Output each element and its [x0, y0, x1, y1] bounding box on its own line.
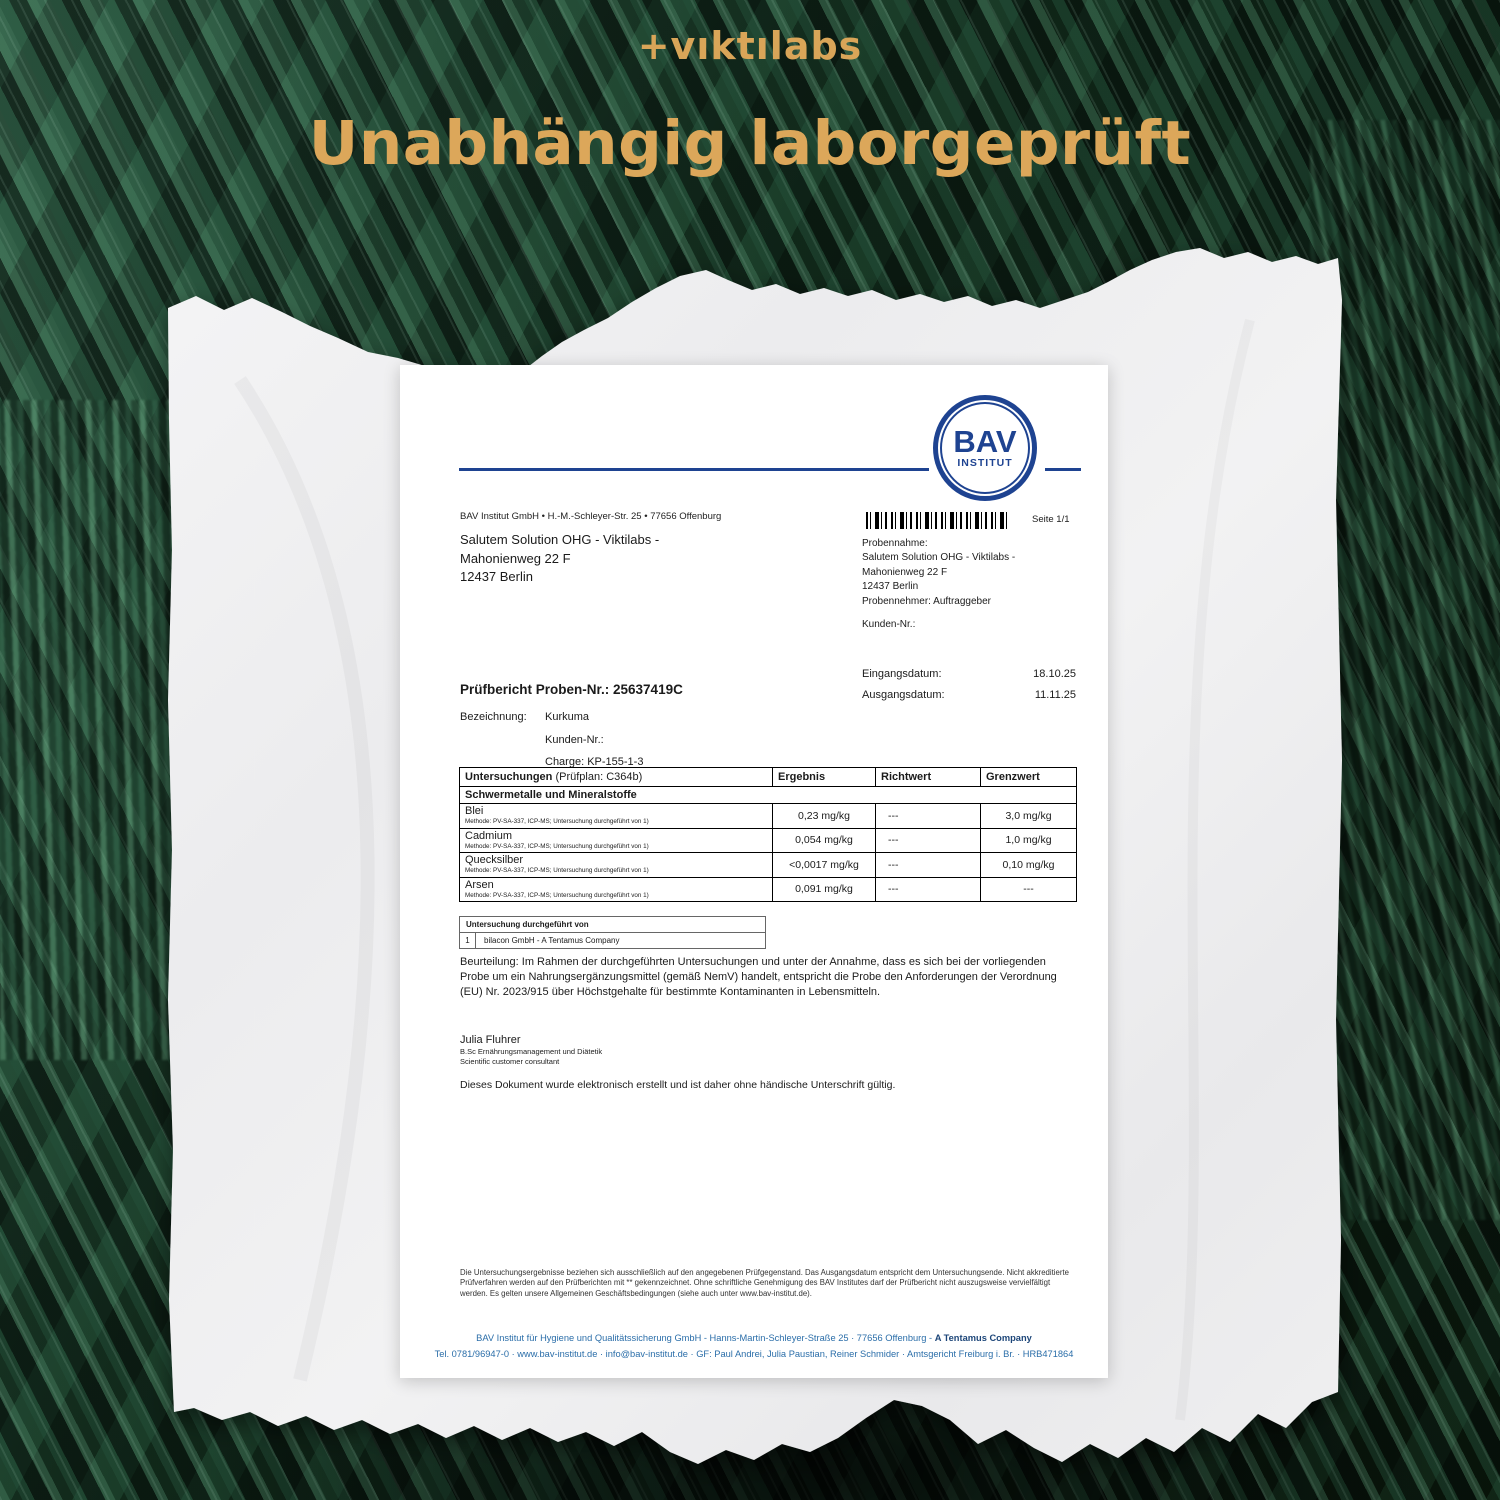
analyte-cell [460, 853, 773, 878]
analyte-name: Arsen [465, 878, 494, 891]
results-header-row [460, 768, 1077, 787]
bav-logo-inner-ring [940, 402, 1030, 494]
issue-date-row [862, 685, 1076, 706]
barcode [866, 512, 1010, 529]
bav-institut-logo [933, 395, 1037, 501]
designation-row [460, 706, 643, 729]
document-footer [400, 1331, 1108, 1362]
sampling-street: Mahonienweg 22 F [862, 566, 948, 578]
customer-number-label: Kunden-Nr.: [862, 619, 916, 631]
receipt-date-label: Eingangsdatum: [862, 668, 942, 680]
sampling-taker: Probennehmer: Auftraggeber [862, 595, 991, 607]
limit-cell: 1,0 mg/kg [981, 828, 1077, 853]
limit-cell: 3,0 mg/kg [981, 804, 1077, 829]
receipt-date-value: 18.10.25 [1033, 668, 1076, 680]
table-row [460, 853, 1077, 878]
analyte-name: Quecksilber [465, 854, 524, 866]
receipt-date-row [862, 664, 1076, 685]
analyte-cell [460, 877, 773, 902]
footer-line2: Tel. 0781/96947-0 · www.bav-institut.de · info@bav-institut.de · GF: Paul Andrei, Julia Paustian, Reiner Schmider · Amtsgericht Freiburg i. Br. · HRB471864 [434, 1348, 1074, 1359]
section-row [460, 787, 1077, 804]
result-cell: <0,0017 mg/kg [773, 853, 876, 878]
sampling-label: Probennahme: [862, 538, 928, 549]
guide-value-cell: --- [876, 853, 981, 878]
page-indicator: Seite 1/1 [1032, 514, 1070, 525]
table-row [460, 877, 1077, 902]
lab-report-document [400, 365, 1108, 1378]
method-note: Methode: PV-SA-337, ICP-MS; Untersuchung durchgeführt von 1) [465, 891, 649, 899]
analyte-cell [460, 828, 773, 853]
header-rule-right [1045, 468, 1081, 471]
col-untersuchungen [460, 768, 773, 787]
sampling-block [862, 537, 1015, 632]
dates-block [862, 664, 1076, 706]
sampling-city: 12437 Berlin [862, 581, 919, 593]
report-title: Prüfbericht Proben-Nr.: 25637419C [460, 682, 683, 697]
limit-cell: 0,10 mg/kg [981, 853, 1077, 878]
performed-by-lab: bilacon GmbH - A Tentamus Company [484, 936, 620, 945]
col-richtwert: Richtwert [876, 768, 981, 787]
performed-by-row [460, 933, 765, 948]
report-meta [460, 706, 643, 774]
analyte-name: Blei [465, 805, 484, 817]
issue-date-value: 11.11.25 [1034, 689, 1076, 701]
section-title: Schwermetalle und Mineralstoffe [460, 787, 1077, 804]
col-untersuchungen-bold: Untersuchungen [465, 771, 553, 783]
footer-tentamus: A Tentamus Company [934, 1333, 1032, 1343]
result-cell: 0,23 mg/kg [773, 804, 876, 829]
header-rule-left [459, 468, 929, 471]
result-cell: 0,054 mg/kg [773, 828, 876, 853]
issue-date-label: Ausgangsdatum: [862, 689, 945, 701]
method-note: Methode: PV-SA-337, ICP-MS; Untersuchung durchgeführt von 1) [465, 867, 649, 874]
customer-number-row: Kunden-Nr.: [545, 733, 604, 746]
method-note: Methode: PV-SA-337, ICP-MS; Untersuchung durchgeführt von 1) [465, 842, 649, 850]
signer-block [460, 1033, 602, 1066]
bav-logo-subtext: INSTITUT [957, 457, 1013, 469]
electronic-note: Dieses Dokument wurde elektronisch erstellt und ist daher ohne händische Unterschrift gültig. [460, 1079, 896, 1091]
batch-row: Charge: KP-155-1-3 [545, 756, 644, 768]
recipient-name: Salutem Solution OHG - Viktilabs - [460, 532, 660, 547]
performed-by-title: Untersuchung durchgeführt von [460, 917, 765, 933]
signer-role: Scientific customer consultant [460, 1056, 560, 1066]
designation-value: Kurkuma [545, 711, 590, 723]
fine-print: Die Untersuchungsergebnisse beziehen sich ausschließlich auf den angegebenen Prüfgegenstand. Das Ausgangsdatum entspricht dem Untersuchungsende. Nicht akkreditierte Prüfverfahren werden auf den Prüfberichten mit ** gekennzeichnet. Ohne schriftliche Genehmigung des BAV Institutes darf der Prüfbericht nicht auszugsweise vervielfältigt werden. Es gelten unsere Allgemeinen Geschäftsbedingungen (siehe auch unter www.bav-institut.de). [460, 1268, 1069, 1298]
designation-label: Bezeichnung: [460, 711, 527, 723]
signer-qualification: B.Sc Ernährungsmanagement und Diätetik [460, 1047, 603, 1056]
method-note: Methode: PV-SA-337, ICP-MS; Untersuchung durchgeführt von 1) [465, 818, 649, 825]
sampling-company: Salutem Solution OHG - Viktilabs - [862, 552, 1016, 564]
recipient-street: Mahonienweg 22 F [460, 550, 571, 566]
analyte-cell [460, 804, 773, 829]
bav-logo-text: BAV [953, 424, 1017, 459]
recipient-city: 12437 Berlin [460, 569, 533, 584]
performed-by-box [459, 916, 766, 949]
results-table [459, 767, 1077, 902]
guide-value-cell: --- [876, 804, 981, 829]
assessment-paragraph: Beurteilung: Im Rahmen der durchgeführten Untersuchungen und unter der Annahme, dass es sich bei der vorliegenden Probe um ein Nahrungsergänzungsmittel (gemäß NemV) handelt, entspricht die Probe den Anforderungen der Verordnung (EU) Nr. 2023/915 über Höchstgehalte für bestimmte Kontaminanten in Lebensmitteln. [460, 956, 1057, 999]
col-pruefplan: (Prüfplan: C364b) [552, 771, 643, 783]
footer-company: BAV Institut für Hygiene und Qualitätssicherung GmbH - Hanns-Martin-Schleyer-Straße 25 · 77656 Offenburg - [476, 1333, 935, 1343]
guide-value-cell: --- [876, 877, 981, 902]
table-row [460, 828, 1077, 853]
col-grenzwert: Grenzwert [981, 768, 1077, 787]
brand-logo: +vıktılabs [637, 24, 863, 68]
guide-value-cell: --- [876, 828, 981, 853]
table-row [460, 804, 1077, 829]
recipient-address [460, 531, 659, 587]
headline: Unabhängig laborgeprüft [308, 108, 1192, 179]
footer-line1 [400, 1331, 1108, 1347]
sender-line: BAV Institut GmbH • H.-M.-Schleyer-Str. 25 • 77656 Offenburg [460, 511, 722, 522]
limit-cell: --- [981, 877, 1077, 902]
performed-by-number: 1 [460, 933, 476, 948]
result-cell: 0,091 mg/kg [773, 877, 876, 902]
analyte-name: Cadmium [465, 829, 513, 842]
col-ergebnis: Ergebnis [773, 768, 876, 787]
signer-name: Julia Fluhrer [460, 1034, 521, 1046]
